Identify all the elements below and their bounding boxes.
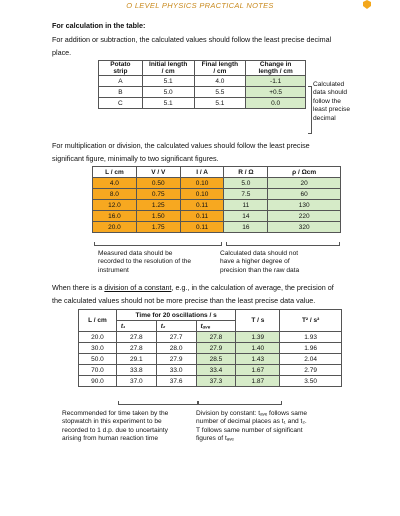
th-final: Final length / cm bbox=[194, 61, 246, 76]
page-header bbox=[0, 0, 400, 14]
cell: 5.1 bbox=[194, 98, 246, 109]
th-initial: Initial length / cm bbox=[142, 61, 194, 76]
cell: 1.75 bbox=[136, 222, 180, 233]
cell: 1.93 bbox=[280, 332, 342, 343]
cell: 1.40 bbox=[236, 343, 280, 354]
cell: 33.0 bbox=[156, 365, 196, 376]
cell: 27.8 bbox=[116, 343, 156, 354]
bracket bbox=[118, 401, 198, 405]
section1-heading: For calculation in the table: bbox=[52, 21, 146, 30]
th-change: Change in length / cm bbox=[246, 61, 306, 76]
cell: C bbox=[99, 98, 143, 109]
th-t2: t₂ bbox=[156, 321, 196, 332]
cell: 5.0 bbox=[142, 87, 194, 98]
section3-line2: the calculated values should not be more precise than the least precise data value. bbox=[52, 296, 316, 305]
cell: 130 bbox=[268, 200, 341, 211]
cell: 27.7 bbox=[156, 332, 196, 343]
section3-note-left: Recommended for time taken by the stopwatch in this experiment to be recorded to 1 d.p. due to uncertainty arising from human reaction time bbox=[62, 410, 169, 443]
cell: 4.0 bbox=[93, 178, 137, 189]
section3-line1: When there is a division of a constant, e.g., in the calculation of average, the precision of bbox=[52, 283, 334, 292]
section2-note-left: Measured data should be recorded to the resolution of the instrument bbox=[98, 250, 192, 274]
th-T: T / s bbox=[236, 310, 280, 332]
cell: 5.5 bbox=[194, 87, 246, 98]
cell: 0.50 bbox=[136, 178, 180, 189]
section2-line1: For multiplication or division, the calculated values should follow the least precise bbox=[52, 141, 310, 150]
cell: 27.9 bbox=[196, 343, 236, 354]
table-row bbox=[93, 200, 341, 211]
th-L: L / cm bbox=[93, 167, 137, 178]
cell: 1.50 bbox=[136, 211, 180, 222]
table-row bbox=[79, 365, 342, 376]
cell: 1.39 bbox=[236, 332, 280, 343]
potato-table bbox=[98, 60, 306, 109]
cell: 33.4 bbox=[196, 365, 236, 376]
table-row bbox=[79, 343, 342, 354]
cell: 11 bbox=[224, 200, 268, 211]
cell: 70.0 bbox=[79, 365, 117, 376]
section1-note: Calculated data should follow the least precise decimal bbox=[313, 81, 351, 122]
cell: 16.0 bbox=[93, 211, 137, 222]
cell: 1.87 bbox=[236, 376, 280, 387]
table-row bbox=[99, 87, 306, 98]
cell: A bbox=[99, 76, 143, 87]
cell: 4.0 bbox=[194, 76, 246, 87]
th-V: V / V bbox=[136, 167, 180, 178]
cell: 0.75 bbox=[136, 189, 180, 200]
cell: 0.0 bbox=[246, 98, 306, 109]
th-R: R / Ω bbox=[224, 167, 268, 178]
cell: 37.6 bbox=[156, 376, 196, 387]
th-T2: T² / s² bbox=[280, 310, 342, 332]
cell: 37.3 bbox=[196, 376, 236, 387]
th-L: L / cm bbox=[79, 310, 117, 332]
cell: 14 bbox=[224, 211, 268, 222]
th-time: Time for 20 oscillations / s bbox=[116, 310, 236, 321]
cell: 20 bbox=[268, 178, 341, 189]
th-rho: ρ / Ωcm bbox=[268, 167, 341, 178]
cell: 3.50 bbox=[280, 376, 342, 387]
bracket bbox=[226, 242, 340, 246]
cell: 2.04 bbox=[280, 354, 342, 365]
cell: 5.1 bbox=[142, 98, 194, 109]
bracket bbox=[94, 242, 222, 246]
cell: 5.0 bbox=[224, 178, 268, 189]
cell: -1.1 bbox=[246, 76, 306, 87]
cell: 37.0 bbox=[116, 376, 156, 387]
bracket bbox=[308, 86, 312, 134]
cell: 30.0 bbox=[79, 343, 117, 354]
th-tave: tₐᵥₑ bbox=[196, 321, 236, 332]
resistivity-table bbox=[92, 166, 341, 233]
cell: 0.10 bbox=[180, 189, 224, 200]
table-row bbox=[99, 76, 306, 87]
section1-line1: For addition or subtraction, the calculated values should follow the least precise decimal bbox=[52, 35, 332, 44]
cell: 8.0 bbox=[93, 189, 137, 200]
table-row bbox=[93, 222, 341, 233]
cell: 28.0 bbox=[156, 343, 196, 354]
cell: 1.43 bbox=[236, 354, 280, 365]
table-row bbox=[93, 211, 341, 222]
cell: 20.0 bbox=[79, 332, 117, 343]
cell: 27.8 bbox=[196, 332, 236, 343]
cell: 12.0 bbox=[93, 200, 137, 211]
table-row bbox=[79, 354, 342, 365]
section2-line2: significant figure, minimally to two significant figures. bbox=[52, 154, 219, 163]
table-row bbox=[93, 178, 341, 189]
table-row bbox=[93, 189, 341, 200]
division-link: division of a constant bbox=[104, 283, 172, 292]
table-header-row bbox=[99, 61, 306, 76]
cell: 2.79 bbox=[280, 365, 342, 376]
table-row bbox=[79, 332, 342, 343]
section1-line2: place. bbox=[52, 48, 72, 57]
cell: 50.0 bbox=[79, 354, 117, 365]
cell: 28.5 bbox=[196, 354, 236, 365]
cell: 220 bbox=[268, 211, 341, 222]
cell: 90.0 bbox=[79, 376, 117, 387]
cell: 60 bbox=[268, 189, 341, 200]
cell: 27.8 bbox=[116, 332, 156, 343]
header-title: O LEVEL PHYSICS PRACTICAL NOTES bbox=[126, 1, 274, 10]
cell: 27.9 bbox=[156, 354, 196, 365]
cell: 1.67 bbox=[236, 365, 280, 376]
cell: 33.8 bbox=[116, 365, 156, 376]
cell: 7.5 bbox=[224, 189, 268, 200]
cell: 5.1 bbox=[142, 76, 194, 87]
th-potato: Potato strip bbox=[99, 61, 143, 76]
section2-note-right: Calculated data should not have a higher degree of precision than the raw data bbox=[220, 250, 300, 274]
cell: +0.5 bbox=[246, 87, 306, 98]
table-row bbox=[79, 376, 342, 387]
table-header-row bbox=[93, 167, 341, 178]
th-t1: t₁ bbox=[116, 321, 156, 332]
logo-icon bbox=[362, 0, 384, 14]
cell: 29.1 bbox=[116, 354, 156, 365]
bracket bbox=[198, 401, 282, 405]
cell: 0.10 bbox=[180, 178, 224, 189]
cell: 0.11 bbox=[180, 222, 224, 233]
cell: B bbox=[99, 87, 143, 98]
cell: 0.11 bbox=[180, 200, 224, 211]
section3-note-right: Division by constant: tₐᵥₑ follows same number of decimal places as t₁ and t₂. T follows same number of significant figures of tₐᵥₑ bbox=[196, 410, 308, 443]
table-header-row bbox=[79, 310, 342, 321]
table-row bbox=[99, 98, 306, 109]
cell: 20.0 bbox=[93, 222, 137, 233]
cell: 1.96 bbox=[280, 343, 342, 354]
cell: 320 bbox=[268, 222, 341, 233]
cell: 1.25 bbox=[136, 200, 180, 211]
cell: 16 bbox=[224, 222, 268, 233]
cell: 0.11 bbox=[180, 211, 224, 222]
oscillation-table bbox=[78, 309, 342, 387]
th-I: I / A bbox=[180, 167, 224, 178]
